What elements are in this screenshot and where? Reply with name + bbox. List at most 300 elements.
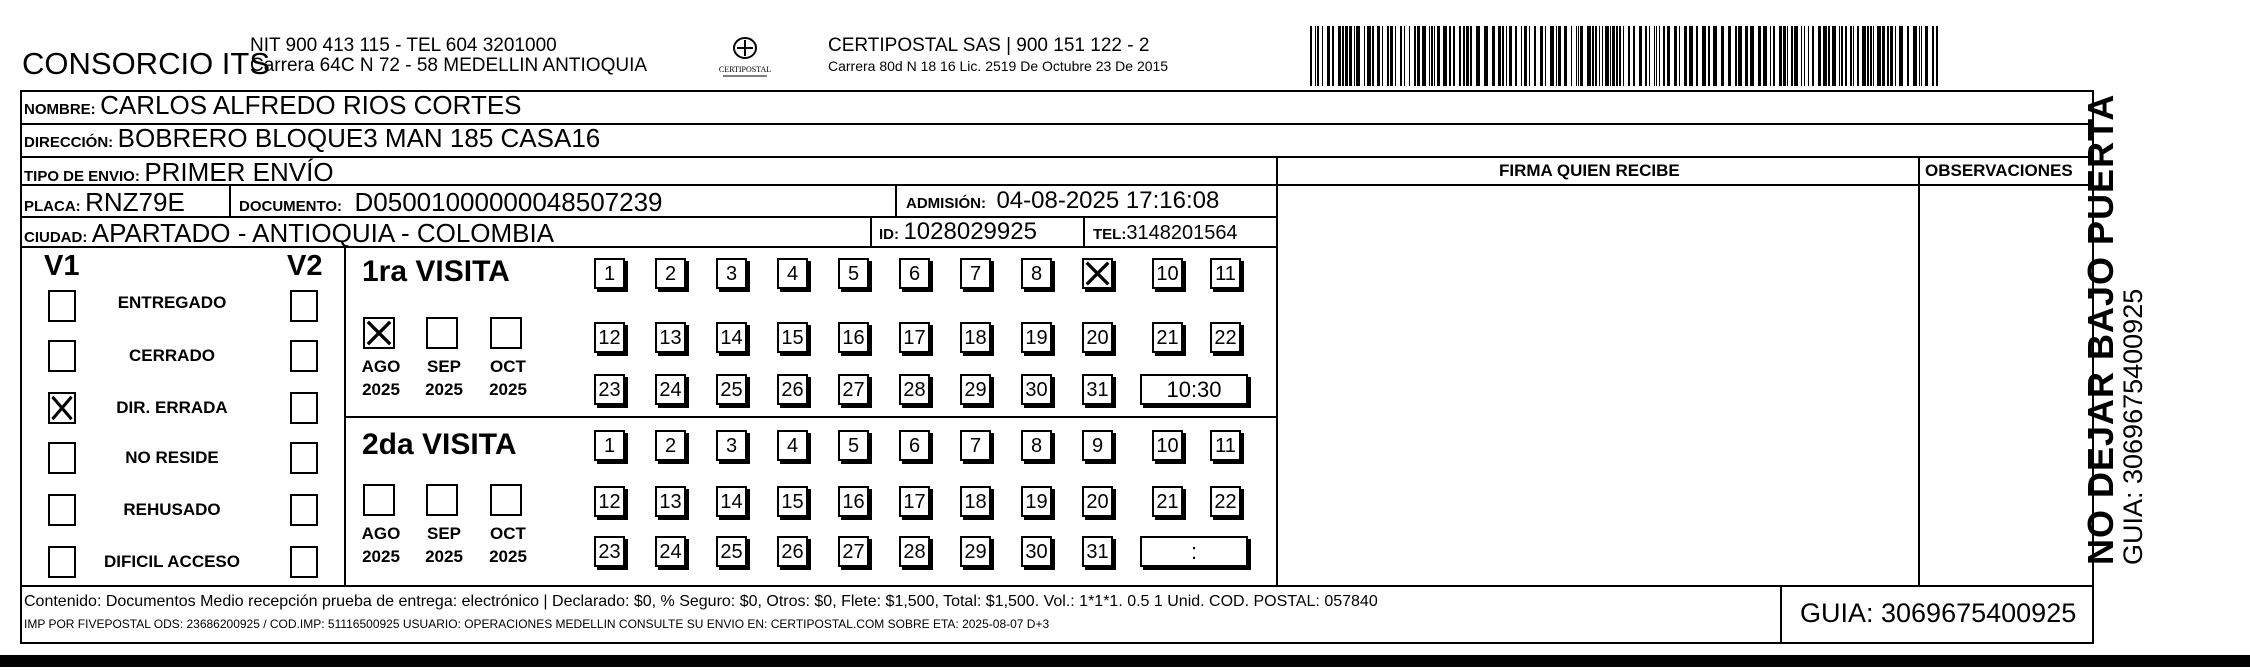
barcode-bar: [1932, 26, 1934, 86]
day-box[interactable]: [777, 486, 808, 517]
day-number: 22: [1214, 327, 1237, 349]
day-box[interactable]: [899, 322, 930, 353]
day-box[interactable]: [1210, 430, 1241, 461]
v1-checkbox[interactable]: [48, 340, 76, 372]
rule: [229, 184, 231, 216]
direccion-label: DIRECCIÓN:: [24, 134, 114, 151]
day-box[interactable]: [899, 486, 930, 517]
rule: [0, 655, 2250, 667]
barcode-bar: [1599, 26, 1600, 86]
barcode-bar: [1936, 26, 1938, 86]
barcode-bar: [1592, 26, 1594, 86]
barcode-bar: [1558, 26, 1561, 86]
day-number: 18: [964, 491, 987, 513]
barcode-bar: [1434, 26, 1435, 86]
barcode-bar: [1818, 26, 1821, 86]
month-checkbox[interactable]: [426, 317, 458, 349]
time-field[interactable]: 10:30: [1140, 374, 1248, 405]
month-label: AGO: [361, 524, 401, 543]
barcode-bar: [1484, 26, 1488, 86]
barcode-bar: [1870, 26, 1872, 86]
barcode-bar: [1721, 26, 1724, 86]
barcode-bar: [1862, 26, 1866, 86]
barcode-bar: [1578, 26, 1579, 86]
barcode-bar: [1506, 26, 1507, 86]
v1-checkbox[interactable]: [48, 290, 76, 322]
rule: [20, 642, 2094, 644]
firma-header: FIRMA QUIEN RECIBE: [1499, 161, 1680, 180]
barcode-bar: [1735, 26, 1737, 86]
barcode-bar: [1524, 26, 1527, 86]
barcode-bar: [1466, 26, 1469, 86]
day-box[interactable]: [1082, 322, 1113, 353]
side-warning: NO DEJAR BAJO PUERTA: [2080, 93, 2121, 565]
day-box[interactable]: [777, 536, 808, 567]
day-box[interactable]: [716, 430, 747, 461]
barcode-bar: [1502, 26, 1504, 86]
certipostal-name: CERTIPOSTAL SAS | 900 151 122 - 2: [828, 35, 1150, 56]
x-mark-icon: [50, 394, 74, 422]
barcode-bar: [1633, 26, 1635, 86]
barcode-bar: [1828, 26, 1830, 86]
footer-contenido: Contenido: Documentos Medio recepción prueba de entrega: electrónico | Declarado: $0, % Seguro: $0, Otros: $0, Flete: $1,500, Total: $1,500. Vol.: 1*1*1. 0.5 1 Unid. COD. POSTAL: 057840: [24, 593, 1378, 610]
visit-title: 1ra VISITA: [362, 255, 510, 288]
barcode-bar: [1515, 26, 1517, 86]
v1-checkbox[interactable]: [48, 442, 76, 474]
barcode-bar: [1882, 26, 1885, 86]
month-label: OCT: [490, 357, 526, 376]
barcode-bar: [1556, 26, 1557, 86]
barcode-bar: [1887, 26, 1889, 86]
placa-label: PLACA:: [24, 198, 81, 215]
v2-checkbox[interactable]: [290, 546, 318, 578]
barcode-bar: [1449, 26, 1451, 86]
barcode-bar: [1899, 26, 1903, 86]
time-field[interactable]: :: [1140, 536, 1248, 567]
barcode-bar: [1431, 26, 1433, 86]
barcode-bar: [1787, 26, 1788, 86]
day-number: 19: [1025, 491, 1048, 513]
barcode-bar: [1580, 26, 1583, 86]
nombre-label: NOMBRE:: [24, 101, 96, 118]
day-box[interactable]: [594, 322, 625, 353]
day-box[interactable]: [838, 486, 869, 517]
day-number: 15: [781, 327, 804, 349]
day-number: 24: [659, 379, 682, 401]
day-box[interactable]: [1152, 430, 1183, 461]
month-checkbox[interactable]: [490, 317, 522, 349]
barcode-bar: [1738, 26, 1742, 86]
barcode-bar: [1773, 26, 1775, 86]
barcode-bar: [1540, 26, 1543, 86]
day-number: 1: [603, 435, 616, 457]
day-box[interactable]: [1082, 258, 1113, 289]
month-label: SEP: [426, 524, 462, 543]
barcode-bar: [1857, 26, 1859, 86]
day-number: 28: [903, 379, 926, 401]
v1-checkbox[interactable]: [48, 546, 76, 578]
barcode-bar: [1850, 26, 1852, 86]
svg-text:CERTIPOSTAL: CERTIPOSTAL: [718, 65, 772, 74]
direccion-row: [24, 125, 600, 151]
day-box[interactable]: [1021, 430, 1052, 461]
day-number: 31: [1086, 541, 1109, 563]
year-label: 2025: [425, 547, 463, 566]
barcode-bar: [1873, 26, 1874, 86]
day-number: 25: [720, 541, 743, 563]
day-box[interactable]: [594, 486, 625, 517]
barcode-bar: [1750, 26, 1754, 86]
barcode-bar: [1571, 26, 1572, 86]
month-checkbox[interactable]: [363, 317, 395, 349]
admision-value: 04-08-2025 17:16:08: [996, 187, 1220, 214]
barcode-bar: [1702, 26, 1706, 86]
day-box[interactable]: [960, 374, 991, 405]
day-number: 11: [1215, 263, 1236, 285]
day-number: 20: [1086, 491, 1109, 513]
x-mark-icon: [365, 319, 393, 347]
day-box[interactable]: [1152, 486, 1183, 517]
barcode-bar: [1429, 26, 1430, 86]
day-box[interactable]: [655, 430, 686, 461]
certipostal-info: [828, 36, 1168, 76]
barcode-bar: [1342, 26, 1344, 86]
barcode-bar: [1913, 26, 1917, 86]
barcode-bar: [1689, 26, 1693, 86]
admision-label: ADMISIÓN:: [906, 195, 986, 212]
barcode-bar: [1794, 26, 1798, 86]
day-number: 11: [1215, 435, 1236, 457]
day-box[interactable]: [777, 258, 808, 289]
barcode-bar: [1576, 26, 1577, 86]
barcode-bar: [1356, 26, 1360, 86]
day-number: 9: [1091, 435, 1104, 457]
ciudad-row: [24, 220, 554, 246]
barcode-bar: [1763, 26, 1767, 86]
placa-row: [24, 189, 185, 215]
day-number: 31: [1086, 379, 1109, 401]
day-number: 21: [1156, 491, 1179, 513]
barcode-bar: [1679, 26, 1680, 86]
barcode-bar: [1509, 26, 1512, 86]
id-row: [879, 220, 1037, 244]
tipo-label: TIPO DE ENVIO:: [24, 168, 140, 185]
side-text: [2080, 94, 2149, 565]
day-number: 10: [1156, 263, 1179, 285]
day-box[interactable]: [777, 374, 808, 405]
rule: [870, 216, 872, 246]
barcode-bar: [1845, 26, 1847, 86]
status-label: DIFICIL ACCESO: [103, 552, 240, 571]
documento-label: DOCUMENTO:: [239, 198, 343, 215]
barcode-bar: [1649, 26, 1650, 86]
day-box[interactable]: [838, 536, 869, 567]
day-number: 28: [903, 541, 926, 563]
barcode-bar: [1639, 26, 1642, 86]
barcode-bar: [1783, 26, 1786, 86]
day-box[interactable]: [1082, 374, 1113, 405]
day-box[interactable]: [594, 430, 625, 461]
v2-checkbox[interactable]: [290, 392, 318, 424]
day-box[interactable]: [716, 322, 747, 353]
month-checkbox[interactable]: [490, 484, 522, 516]
v2-checkbox[interactable]: [290, 290, 318, 322]
barcode-bar: [1770, 26, 1771, 86]
barcode-bar: [1605, 26, 1609, 86]
company-name: CONSORCIO ITS: [22, 46, 271, 81]
barcode-bar: [1839, 26, 1840, 86]
barcode-bar: [1616, 26, 1618, 86]
barcode-bar: [1823, 26, 1827, 86]
barcode-bar: [1463, 26, 1465, 86]
day-number: 13: [659, 327, 682, 349]
id-label: ID:: [879, 226, 899, 243]
barcode-bar: [1409, 26, 1410, 86]
day-box[interactable]: [960, 322, 991, 353]
barcode-bar: [1853, 26, 1854, 86]
day-box[interactable]: [1021, 486, 1052, 517]
day-box[interactable]: [594, 258, 625, 289]
day-number: 3: [725, 435, 738, 457]
day-number: 22: [1214, 491, 1237, 513]
day-number: 7: [969, 435, 982, 457]
day-number: 25: [720, 379, 743, 401]
day-box[interactable]: [777, 430, 808, 461]
tipo-value: PRIMER ENVÍO: [144, 157, 334, 187]
day-box[interactable]: [1152, 258, 1183, 289]
day-number: 23: [598, 541, 621, 563]
day-number: 30: [1025, 379, 1048, 401]
v1-checkbox[interactable]: [48, 392, 76, 424]
day-box[interactable]: [960, 258, 991, 289]
barcode-bar: [1387, 26, 1389, 86]
day-box[interactable]: [655, 536, 686, 567]
barcode-bar: [1623, 26, 1624, 86]
tel-row: [1093, 223, 1238, 243]
day-number: 18: [964, 327, 987, 349]
rule: [1276, 156, 1278, 585]
documento-row: [239, 189, 663, 215]
status-label: ENTREGADO: [117, 293, 227, 312]
day-number: 8: [1030, 435, 1043, 457]
day-box[interactable]: [716, 486, 747, 517]
barcode-bar: [1315, 26, 1316, 86]
barcode-bar: [1400, 26, 1402, 86]
day-number: 17: [903, 491, 926, 513]
barcode-bar: [1921, 26, 1922, 86]
rule: [346, 416, 1278, 418]
barcode-bar: [1895, 26, 1896, 86]
barcode-bar: [1459, 26, 1461, 86]
day-number: 6: [908, 263, 921, 285]
day-box[interactable]: [594, 536, 625, 567]
tel-label: TEL:: [1093, 226, 1127, 243]
day-box[interactable]: [960, 430, 991, 461]
barcode-bar: [1684, 26, 1687, 86]
barcode-bar: [1453, 26, 1455, 86]
barcode-bar: [1364, 26, 1365, 86]
barcode-bar: [1645, 26, 1647, 86]
barcode-bar: [1808, 26, 1809, 86]
day-number: 4: [786, 435, 799, 457]
barcode-bar: [1890, 26, 1893, 86]
day-number: 17: [903, 327, 926, 349]
day-box[interactable]: [838, 374, 869, 405]
barcode-bar: [1382, 26, 1383, 86]
barcode-bar: [1708, 26, 1710, 86]
v1-checkbox[interactable]: [48, 494, 76, 526]
barcode-bar: [1377, 26, 1380, 86]
nombre-value: CARLOS ALFREDO RIOS CORTES: [100, 90, 522, 120]
day-number: 2: [664, 435, 677, 457]
day-number: 5: [847, 435, 860, 457]
day-box[interactable]: [655, 258, 686, 289]
barcode-bar: [1587, 26, 1591, 86]
day-number: 16: [842, 491, 865, 513]
barcode-bar: [1801, 26, 1802, 86]
barcode-bar: [1841, 26, 1843, 86]
company-info: [250, 36, 647, 76]
barcode-bar: [1667, 26, 1670, 86]
barcode-bar: [1919, 26, 1920, 86]
barcode-bar: [1390, 26, 1393, 86]
day-box[interactable]: [777, 322, 808, 353]
barcode-bar: [1437, 26, 1440, 86]
day-box[interactable]: [838, 430, 869, 461]
month-checkbox[interactable]: [363, 484, 395, 516]
v2-checkbox[interactable]: [290, 494, 318, 526]
status-label: DIR. ERRADA: [116, 398, 228, 417]
barcode-bar: [1628, 26, 1630, 86]
barcode-bar: [1907, 26, 1909, 86]
status-label: CERRADO: [129, 346, 215, 365]
side-guia: GUIA: 3069675400925: [2118, 288, 2148, 565]
day-number: 19: [1025, 327, 1048, 349]
year-label: 2025: [489, 547, 527, 566]
rule: [895, 184, 897, 216]
day-number: 13: [659, 491, 682, 513]
barcode-bar: [1619, 26, 1621, 86]
day-number: 14: [720, 491, 743, 513]
day-box[interactable]: [838, 258, 869, 289]
day-number: 1: [603, 263, 616, 285]
v2-checkbox[interactable]: [290, 340, 318, 372]
day-box[interactable]: [1082, 430, 1113, 461]
admision-row: [906, 189, 1219, 213]
barcode-bar: [1476, 26, 1480, 86]
barcode-bar: [1422, 26, 1426, 86]
day-box[interactable]: [1210, 258, 1241, 289]
day-box[interactable]: [960, 536, 991, 567]
day-box[interactable]: [655, 486, 686, 517]
day-number: 24: [659, 541, 682, 563]
day-box[interactable]: [1152, 322, 1183, 353]
v2-checkbox[interactable]: [290, 442, 318, 474]
rule: [344, 246, 346, 585]
status-label: NO RESIDE: [125, 448, 219, 467]
barcode-bar: [1395, 26, 1396, 86]
day-number: 20: [1086, 327, 1109, 349]
barcode-bar: [1498, 26, 1501, 86]
nombre-row: [24, 92, 522, 118]
day-box[interactable]: [716, 374, 747, 405]
day-box[interactable]: [1210, 486, 1241, 517]
day-number: 29: [964, 379, 987, 401]
barcode-bar: [1470, 26, 1472, 86]
id-value: 1028029925: [903, 218, 1037, 245]
barcode-bar: [1349, 26, 1352, 86]
barcode-bar: [1804, 26, 1805, 86]
year-label: 2025: [362, 380, 400, 399]
barcode-bar: [1317, 26, 1319, 86]
visit-title: 2da VISITA: [362, 428, 517, 461]
day-box[interactable]: [838, 322, 869, 353]
month-label: OCT: [490, 524, 526, 543]
day-box[interactable]: [899, 258, 930, 289]
barcode-bar: [1521, 26, 1522, 86]
day-box[interactable]: [899, 430, 930, 461]
certipostal-license: Carrera 80d N 18 16 Lic. 2519 De Octubre 23 De 2015: [828, 58, 1169, 74]
barcode-bar: [1791, 26, 1793, 86]
v1-header: V1: [44, 250, 80, 282]
barcode-bar: [1492, 26, 1495, 86]
barcode-bar: [1812, 26, 1814, 86]
rule: [20, 585, 2094, 587]
barcode-bar: [1372, 26, 1374, 86]
day-number: 21: [1156, 327, 1179, 349]
barcode-bar: [1610, 26, 1611, 86]
day-box[interactable]: [1021, 258, 1052, 289]
day-box[interactable]: [899, 374, 930, 405]
day-box[interactable]: [594, 374, 625, 405]
barcode-bar: [1322, 26, 1323, 86]
day-box[interactable]: [716, 258, 747, 289]
day-box[interactable]: [1021, 322, 1052, 353]
barcode-bar: [1327, 26, 1330, 86]
day-box[interactable]: [1021, 374, 1052, 405]
day-number: 16: [842, 327, 865, 349]
day-box[interactable]: [1021, 536, 1052, 567]
day-box[interactable]: [655, 374, 686, 405]
barcode-bar: [1404, 26, 1405, 86]
day-box[interactable]: [1082, 486, 1113, 517]
day-box[interactable]: [960, 486, 991, 517]
day-number: 7: [969, 263, 982, 285]
barcode-bar: [1713, 26, 1717, 86]
day-box[interactable]: [716, 536, 747, 567]
day-number: 23: [598, 379, 621, 401]
day-number: 27: [842, 379, 865, 401]
day-box[interactable]: [1210, 322, 1241, 353]
barcode-bar: [1443, 26, 1447, 86]
day-number: 12: [598, 491, 621, 513]
barcode-bar: [1612, 26, 1615, 86]
barcode-bar: [1529, 26, 1530, 86]
barcode-bar: [1595, 26, 1597, 86]
barcode-bar: [1602, 26, 1603, 86]
day-number: 6: [908, 435, 921, 457]
placa-value: RNZ79E: [85, 187, 185, 217]
barcode-bar: [1696, 26, 1698, 86]
day-box[interactable]: [899, 536, 930, 567]
day-number: 15: [781, 491, 804, 513]
barcode-bar: [1414, 26, 1416, 86]
company-address: Carrera 64C N 72 - 58 MEDELLIN ANTIOQUIA: [250, 55, 648, 76]
day-box[interactable]: [1082, 536, 1113, 567]
month-checkbox[interactable]: [426, 484, 458, 516]
day-box[interactable]: [655, 322, 686, 353]
month-label: AGO: [361, 357, 401, 376]
